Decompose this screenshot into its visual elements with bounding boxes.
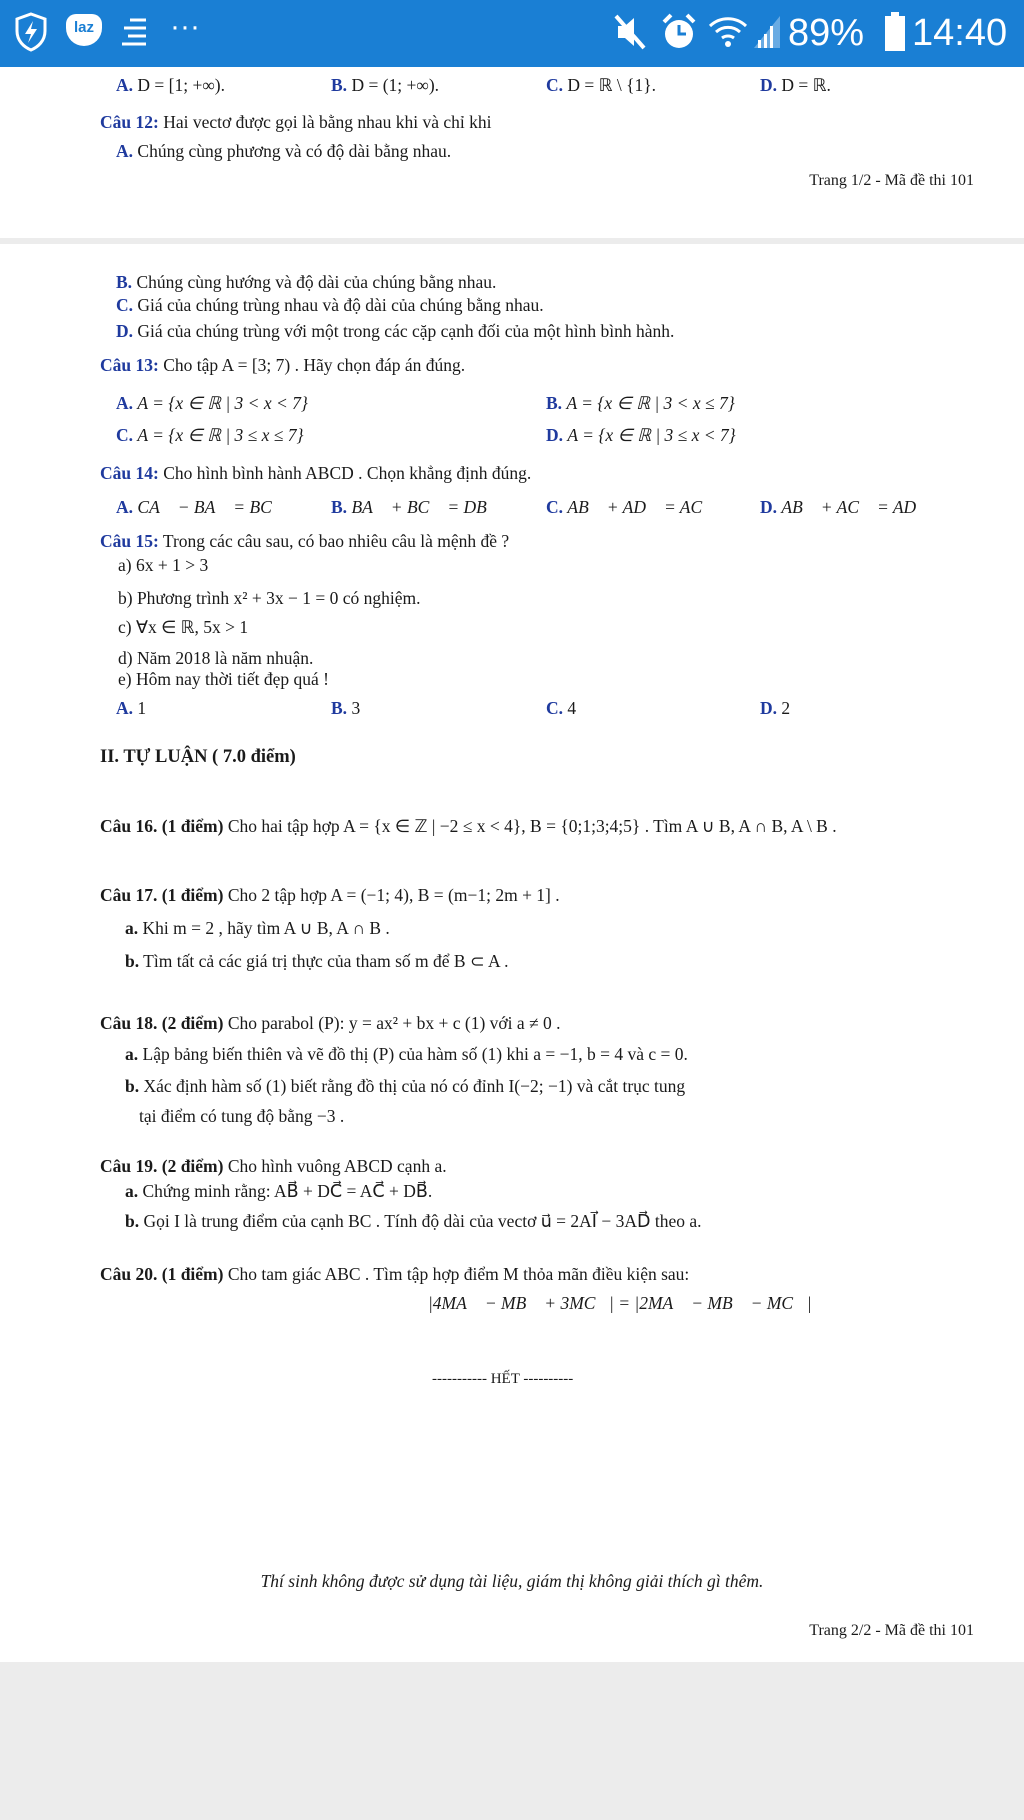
question-17 [100,884,560,906]
lazada-icon-label: laz [73,19,94,36]
option-text: CA⃗ − BA⃗ = BC⃗ [137,497,286,517]
option-label: D. [760,497,778,517]
page-footer: Trang 2/2 - Mã đề thi 101 [809,1622,974,1639]
question-16 [100,815,837,837]
question-text: Cho tập A = [3; 7) . Hãy chọn đáp án đúng. [163,355,466,375]
q11-option-a[interactable] [116,74,225,96]
question-15 [100,530,509,552]
question-label: Câu 20. (1 điểm) [100,1264,224,1284]
wifi-icon [708,14,748,50]
option-label: B. [116,272,133,292]
q15-item-d: d) Năm 2018 là năm nhuận. [118,648,314,668]
q13-option-b[interactable] [546,392,735,414]
option-text: AB⃗ + AC⃗ = AD⃗ [781,497,930,517]
part-label: b. [125,1211,140,1231]
page-2 [0,244,1024,1662]
q14-option-c[interactable] [546,496,716,518]
lazada-icon [66,14,102,46]
part-text: Chứng minh rằng: AB⃗ + DC⃗ = AC⃗ + DB⃗. [142,1181,433,1201]
q14-option-a[interactable] [116,496,285,518]
q12-option-c[interactable] [116,294,544,316]
q18-part-a [125,1043,688,1065]
question-20 [100,1263,689,1285]
option-label: B. [331,75,348,95]
question-label: Câu 14: [100,463,159,483]
question-18 [100,1012,561,1034]
option-text: 1 [137,698,147,718]
option-label: B. [331,698,348,718]
option-text: 3 [351,698,361,718]
option-label: C. [546,75,564,95]
option-text: D = [1; +∞). [137,75,226,95]
option-text: AB⃗ + AD⃗ = AC⃗ [567,497,716,517]
question-label: Câu 13: [100,355,159,375]
signal-icon [752,14,782,50]
page-1 [0,67,1024,238]
q13-option-a[interactable] [116,392,308,414]
q13-option-c[interactable] [116,424,303,446]
exam-note: Thí sinh không được sử dụng tài liệu, giám thị không giải thích gì thêm. [260,1571,764,1591]
question-label: Câu 17. (1 điểm) [100,885,224,905]
end-marker: ----------- HẾT ---------- [432,1371,574,1387]
option-label: A. [116,75,134,95]
option-label: D. [760,698,778,718]
q17-part-b [125,950,508,972]
option-text: Chúng cùng hướng và độ dài của chúng bằng nhau. [136,272,497,292]
part-text: Khi m = 2 , hãy tìm A ∪ B, A ∩ B . [142,918,390,938]
q14-option-b[interactable] [331,496,500,518]
option-text: 2 [781,698,791,718]
question-label: Câu 12: [100,112,159,132]
option-label: D. [116,321,134,341]
option-text: 4 [567,698,577,718]
q11-option-d[interactable] [760,74,831,96]
option-label: C. [116,425,134,445]
question-14 [100,462,531,484]
part-text: Xác định hàm số (1) biết rằng đồ thị của nó có đỉnh I(−2; −1) và cắt trục tung [143,1076,686,1096]
option-label: C. [546,497,564,517]
q15-item-e: e) Hôm nay thời tiết đẹp quá ! [118,669,329,689]
option-text: A = {x ∈ ℝ | 3 ≤ x ≤ 7} [137,425,304,445]
question-label: Câu 15: [100,531,159,551]
battery-percent: 89% [788,12,865,54]
q19-part-b [125,1210,701,1232]
question-text: Trong các câu sau, có bao nhiêu câu là mệnh đề ? [162,531,510,551]
shield-bolt-icon [14,12,48,52]
notification-lines-icon [118,16,150,48]
battery-icon [884,12,906,52]
more-dots-icon: ··· [170,10,200,43]
question-text: Cho hình bình hành ABCD . Chọn khẳng định đúng. [163,463,532,483]
option-text: A = {x ∈ ℝ | 3 ≤ x < 7} [567,425,736,445]
q11-option-b[interactable] [331,74,439,96]
question-text: Cho hai tập hợp A = {x ∈ ℤ | −2 ≤ x < 4}, B = {0;1;3;4;5} . Tìm A ∪ B, A ∩ B, A \ B . [227,816,837,836]
option-label: A. [116,141,134,161]
q12-option-d[interactable] [116,320,674,342]
option-label: B. [331,497,348,517]
status-bar [0,0,1024,67]
part-label: b. [125,1076,140,1096]
option-label: C. [116,295,134,315]
q15-item-b: b) Phương trình x² + 3x − 1 = 0 có nghiệm. [118,588,421,608]
option-label: C. [546,698,564,718]
page-footer: Trang 1/2 - Mã đề thi 101 [809,172,974,189]
option-text: D = ℝ \ {1}. [567,75,657,95]
part-label: a. [125,918,139,938]
option-label: B. [546,393,563,413]
option-label: A. [116,698,134,718]
part-text: Lập bảng biến thiên và vẽ đồ thị (P) của hàm số (1) khi a = −1, b = 4 và c = 0. [142,1044,688,1064]
section-heading: II. TỰ LUẬN ( 7.0 điểm) [100,747,296,767]
part-text: Tìm tất cả các giá trị thực của tham số m để B ⊂ A . [143,951,509,971]
question-text: Hai vectơ được gọi là bằng nhau khi và chỉ khi [163,112,492,132]
question-text: Cho tam giác ABC . Tìm tập hợp điểm M thỏa mãn điều kiện sau: [227,1264,690,1284]
part-text: Gọi I là trung điểm của cạnh BC . Tính độ dài của vectơ u⃗ = 2AI⃗ − 3AD⃗ theo a. [143,1211,702,1231]
question-text: Cho hình vuông ABCD cạnh a. [227,1156,447,1176]
q11-option-c[interactable] [546,74,656,96]
q14-option-d[interactable] [760,496,930,518]
option-label: A. [116,393,134,413]
q18-part-b-continued: tại điểm có tung độ bằng −3 . [139,1106,345,1126]
question-label: Câu 19. (2 điểm) [100,1156,224,1176]
option-label: A. [116,497,134,517]
question-label: Câu 18. (2 điểm) [100,1013,224,1033]
option-text: Chúng cùng phương và có độ dài bằng nhau. [137,141,452,161]
question-19 [100,1155,447,1177]
alarm-icon [660,12,698,52]
question-text: Cho 2 tập hợp A = (−1; 4), B = (m−1; 2m + 1] . [227,885,560,905]
option-text: D = ℝ. [781,75,831,95]
q12-option-b[interactable] [116,271,496,293]
clock: 14:40 [912,12,1008,54]
option-text: A = {x ∈ ℝ | 3 < x < 7} [137,393,308,413]
question-label: Câu 16. (1 điểm) [100,816,224,836]
part-label: a. [125,1181,139,1201]
question-text: Cho parabol (P): y = ax² + bx + c (1) với a ≠ 0 . [227,1013,561,1033]
q15-option-d[interactable] [760,697,790,719]
q17-part-a [125,917,390,939]
option-label: D. [760,75,778,95]
q12-option-a[interactable] [116,140,451,162]
q15-option-a[interactable] [116,697,146,719]
option-text: Giá của chúng trùng nhau và độ dài của chúng bằng nhau. [137,295,544,315]
q15-option-c[interactable] [546,697,576,719]
question-12 [100,111,492,133]
option-label: D. [546,425,564,445]
q15-option-b[interactable] [331,697,360,719]
q18-part-b [125,1075,685,1097]
q15-item-a: a) 6x + 1 > 3 [118,555,209,575]
option-text: D = (1; +∞). [351,75,440,95]
q20-formula: |4MA⃗ − MB⃗ + 3MC⃗| = |2MA⃗ − MB⃗ − MC⃗| [428,1293,812,1313]
mute-icon [614,14,648,50]
q15-item-c: c) ∀x ∈ ℝ, 5x > 1 [118,617,249,637]
question-13 [100,354,465,376]
option-text: BA⃗ + BC⃗ = DB⃗ [351,497,501,517]
option-text: A = {x ∈ ℝ | 3 < x ≤ 7} [566,393,735,413]
q13-option-d[interactable] [546,424,736,446]
option-text: Giá của chúng trùng với một trong các cặp cạnh đối của một hình bình hành. [137,321,675,341]
part-label: b. [125,951,140,971]
q19-part-a [125,1180,432,1202]
part-label: a. [125,1044,139,1064]
